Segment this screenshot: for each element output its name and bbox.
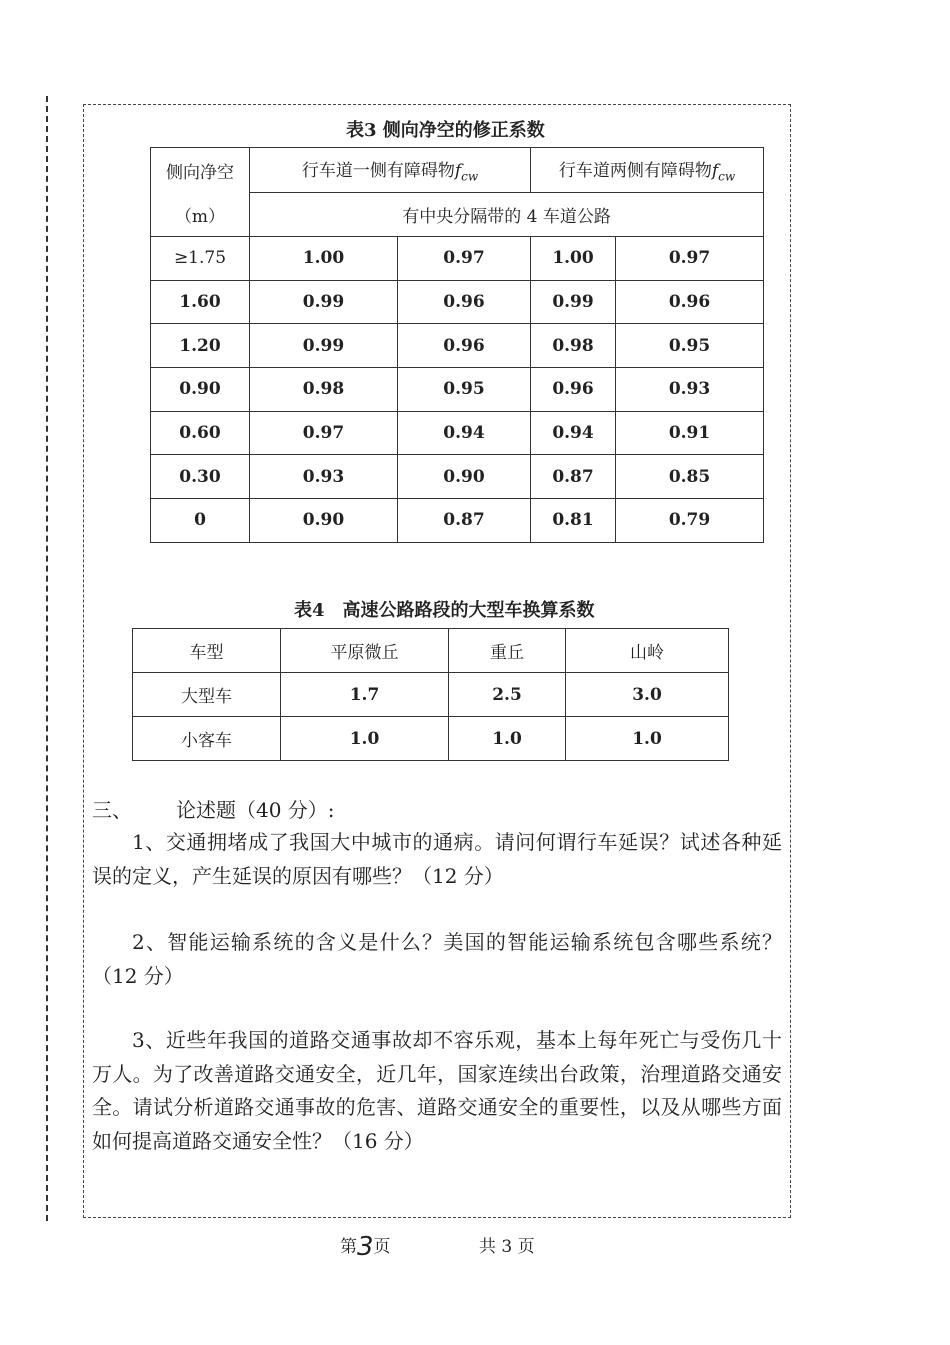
table3-value-cell: 0.99 xyxy=(531,280,616,324)
table4-row xyxy=(133,717,729,761)
question-3: 3、近些年我国的道路交通事故却不容乐观，基本上每年死亡与受伤几十万人。为了改善道路交通安全，近几年，国家连续出台政策，治理道路交通安全。请试分析道路交通事故的危害、道路交通安全的重要性，以及从哪些方面如何提高道路交通安全性？（16 分） xyxy=(92,1028,782,1153)
table4-value-cell: 3.0 xyxy=(566,673,729,717)
question-1: 1、交通拥堵成了我国大中城市的通病。请问何谓行车延误？试述各种延误的定义，产生延误的原因有哪些？（12 分） xyxy=(92,830,782,888)
table3-caption: 表3 侧向净空的修正系数 xyxy=(346,120,545,141)
table3-value-cell: 0.94 xyxy=(398,411,531,455)
table3-value-cell: 0.96 xyxy=(398,280,531,324)
table3-value-cell: 0.90 xyxy=(250,499,398,543)
table4-header-row xyxy=(133,629,729,673)
table3-value-cell: 0.96 xyxy=(398,324,531,368)
table3-row xyxy=(151,368,764,412)
table3-subheader-row xyxy=(151,193,764,237)
table3-value-cell: 0.96 xyxy=(531,368,616,412)
table3-clearance-unit: （m） xyxy=(151,193,250,237)
table3-one-side-header xyxy=(250,148,531,193)
table3-value-cell: 0.79 xyxy=(616,499,764,543)
table3-row xyxy=(151,411,764,455)
page-total: 共 3 页 xyxy=(479,1237,535,1257)
table3-clearance-cell: 0.60 xyxy=(151,411,250,455)
table3-value-cell: 0.97 xyxy=(616,237,764,281)
table3-value-cell: 0.96 xyxy=(616,280,764,324)
section3-title: 论述题（40 分）: xyxy=(176,798,335,822)
table4-value-cell: 1.7 xyxy=(281,673,449,717)
table3-row xyxy=(151,237,764,281)
table3-value-cell: 0.98 xyxy=(531,324,616,368)
table4-value-cell: 1.0 xyxy=(281,717,449,761)
table4-value-cell: 2.5 xyxy=(449,673,566,717)
table3-value-cell: 0.99 xyxy=(250,324,398,368)
table3-value-cell: 1.00 xyxy=(531,237,616,281)
table3-value-cell: 0.94 xyxy=(531,411,616,455)
table4-column-header: 山岭 xyxy=(566,629,729,673)
table4-value-cell: 1.0 xyxy=(566,717,729,761)
table3 xyxy=(150,147,764,543)
table4 xyxy=(132,628,729,761)
table3-row xyxy=(151,499,764,543)
table3-value-cell: 0.91 xyxy=(616,411,764,455)
table4-column-header: 重丘 xyxy=(449,629,566,673)
two-sides-label: 行车道两侧有障碍物 xyxy=(558,161,712,182)
table4-column-header: 平原微丘 xyxy=(281,629,449,673)
binding-cut-line xyxy=(46,96,48,1221)
table3-clearance-cell: 0 xyxy=(151,499,250,543)
table3-value-cell: 0.93 xyxy=(250,455,398,499)
table4-caption: 表4 高速公路路段的大型车换算系数 xyxy=(294,600,595,621)
table3-clearance-cell: ≥1.75 xyxy=(151,237,250,281)
table3-row xyxy=(151,280,764,324)
table3-value-cell: 0.90 xyxy=(398,455,531,499)
table4-row xyxy=(133,673,729,717)
table3-value-cell: 0.97 xyxy=(398,237,531,281)
factor-symbol: $f_{cw}$ xyxy=(711,161,736,184)
table4-vehicle-type: 大型车 xyxy=(133,673,281,717)
table3-value-cell: 0.87 xyxy=(398,499,531,543)
table3-value-cell: 0.97 xyxy=(250,411,398,455)
table3-value-cell: 0.81 xyxy=(531,499,616,543)
table4-vehicle-type: 小客车 xyxy=(133,717,281,761)
table3-value-cell: 0.85 xyxy=(616,455,764,499)
table3-clearance-header: 侧向净空 xyxy=(151,148,250,193)
table3-clearance-cell: 1.60 xyxy=(151,280,250,324)
factor-symbol: $f_{cw}$ xyxy=(454,161,479,184)
section3-heading xyxy=(92,794,335,823)
table3-clearance-cell: 1.20 xyxy=(151,324,250,368)
table3-two-sides-header xyxy=(531,148,764,193)
table3-value-cell: 0.87 xyxy=(531,455,616,499)
table3-clearance-cell: 0.30 xyxy=(151,455,250,499)
page-number: 3 xyxy=(357,1232,374,1262)
table3-value-cell: 0.99 xyxy=(250,280,398,324)
table4-value-cell: 1.0 xyxy=(449,717,566,761)
table4-column-header: 车型 xyxy=(133,629,281,673)
one-side-label: 行车道一侧有障碍物 xyxy=(301,161,455,182)
table3-value-cell: 0.98 xyxy=(250,368,398,412)
page-indicator: 第3页 xyxy=(340,1232,391,1262)
table3-road-type: 有中央分隔带的 4 车道公路 xyxy=(250,193,764,237)
table3-value-cell: 0.93 xyxy=(616,368,764,412)
table3-value-cell: 0.95 xyxy=(616,324,764,368)
table3-clearance-cell: 0.90 xyxy=(151,368,250,412)
table3-row xyxy=(151,455,764,499)
section3-number: 三、 xyxy=(92,798,132,822)
table3-value-cell: 1.00 xyxy=(250,237,398,281)
table3-row xyxy=(151,324,764,368)
table3-header-row xyxy=(151,148,764,193)
table3-value-cell: 0.95 xyxy=(398,368,531,412)
question-2: 2、智能运输系统的含义是什么？美国的智能运输系统包含哪些系统？（12 分） xyxy=(92,930,782,988)
